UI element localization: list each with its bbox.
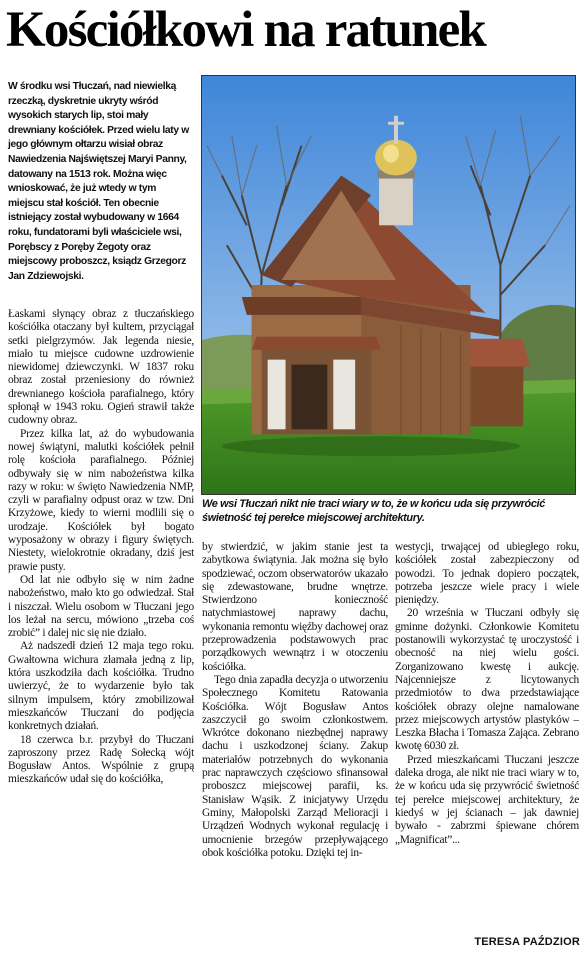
article-column-2: [202, 541, 388, 951]
article-headline: Kościółkowi na ratunek: [6, 2, 485, 58]
photo-caption: We wsi Tłuczań nikt nie traci wiary w to, że w końcu uda się przywrócić świetność tej perełce miejscowej architektury.: [202, 498, 545, 524]
paragraph: Tego dnia zapadła decyzja o utworzeniu Społecznego Komitetu Ratowania Kościółka. Wójt Bogusław Antos zaszczycił go swoim członkostwem. Wkrótce dokonano niezbędnej naprawy dachu i uszkodzonej ściany. Zakup materiałów potrzebnych do wykonania prac naprawczych częściowo sfinansował proboszcz miejscowej parafii, ks. Stanisław Wąsik. Z inicjatywy Urzędu Gminy, Małopolski Zarząd Melioracji i Urządzeń Wodnych wykonał regulację i umocnienie brzegów przepływającego obok kościółka potoku. Dzięki tej in-: [202, 673, 388, 859]
paragraph: Aż nadszedł dzień 12 maja tego roku. Gwałtowna wichura złamała jedną z lip, która uszkodziła dach kościółka. Trudno uwierzyć, że to wydarzenie było tak silnym impulsem, który zmobilizował mieszkańców Tłuczani do podjęcia konkretnych działań.: [8, 640, 194, 733]
article-column-3: [395, 541, 579, 941]
paragraph: 18 czerwca b.r. przybył do Tłuczani zaproszony przez Radę Sołecką wójt Bogusław Antos. Wspólnie z grupą mieszkańców udał się do kościółka,: [8, 733, 194, 786]
paragraph: westycji, trwającej od ubiegłego roku, kościółek został zabezpieczony od powodzi. To jednak dopiero początek, potrzeba jeszcze wiele pracy i wiele pieniędzy.: [395, 541, 579, 607]
paragraph: 20 września w Tłuczani odbyły się gminne dożynki. Członkowie Komitetu postanowili wykorzystać tę uroczystość i obecność na niej wielu gości. Zorganizowano kwestę i aukcję. Najcenniejsze z licytowanych przedmiotów to dwa przedstawiające kościółek obrazy olejne namalowane przez miejscowych artystów plastyków – Leszka Błacha i Tomasza Zająca. Zebrano kwotę 6030 zł.: [395, 607, 579, 753]
author-byline: TERESA PAŹDZIOR: [474, 936, 580, 948]
paragraph: by stwierdzić, w jakim stanie jest ta zabytkowa świątynia. Jak można się było spodziewać, oczom obserwatorów ukazało się zdewastowane, brudne wnętrze. Stwierdzono konieczność natychmiastowej naprawy dachu, wykonania remontu więźby dachowej oraz przeprowadzenia podstawowych prac porządkowych wewnątrz i w otoczeniu kościółka.: [202, 541, 388, 673]
paragraph: Łaskami słynący obraz z tłuczańskiego kościółka otaczany był kultem, przyciągał setki pielgrzymów. Jak legenda niesie, miało tu miejsce cudowne uzdrowienie niewidomej dziewczynki. W 1837 roku obraz został przeniesiony do również drewnianego kościoła parafialnego, który spłonął w 1943 roku. Ogień strawił także cudowny obraz.: [8, 308, 194, 427]
paragraph: Od lat nie odbyło się w nim żadne nabożeństwo, mało kto go odwiedzał. Stał i niszczał. Wielu osobom w Tłuczani jego los leżał na sercu, mówiono „trzeba coś zrobić” i dalej nic się nie działo.: [8, 573, 194, 640]
paragraph: Przez kilka lat, aż do wybudowania nowej świątyni, malutki kościółek pełnił rolę kościoła parafialnego. Później odbywały się w nim nabożeństwa kilka razy w roku: w święto Nawiedzenia NMP, czyli w parafialny odpust oraz w tzw. Dni Krzyżowe, kiedy to wierni modlili się o urodzaje. Kościółek był bogato wyposażony w obrazy i figury świętych. Niestety, wielokrotnie okradany, dziś jest prawie pusty.: [8, 427, 194, 573]
wooden-church-illustration: [202, 76, 575, 494]
article-column-1: [8, 308, 194, 954]
paragraph: Przed mieszkańcami Tłuczani jeszcze daleka droga, ale nikt nie traci wiary w to, że w końcu uda się przywrócić świetność tej perełce miejscowej architektury, że kiedyś w jej ścianach – jak dawniej bywało - zabrzmi śpiewane chórem „Magnificat”...: [395, 753, 579, 846]
church-photo: [201, 75, 576, 495]
article-lead: W środku wsi Tłuczań, nad niewielką rzeczką, dyskretnie ukryty wśród wysokich starych lip, stoi mały drewniany kościółek. Przed wielu laty w jego głównym ołtarzu wisiał obraz Nawiedzenia Najświętszej Maryi Panny, datowany na 1513 rok. Można więc wnioskować, że już wtedy w tym miejscu stał kościół. Ten obecnie istniejący został wybudowany w 1664 roku, fundatorami byli właściciele wsi, Porębscy z Poręby Żegoty oraz miejscowy proboszcz, ksiądz Grzegorz Jan Zdziewojski.: [8, 81, 189, 282]
